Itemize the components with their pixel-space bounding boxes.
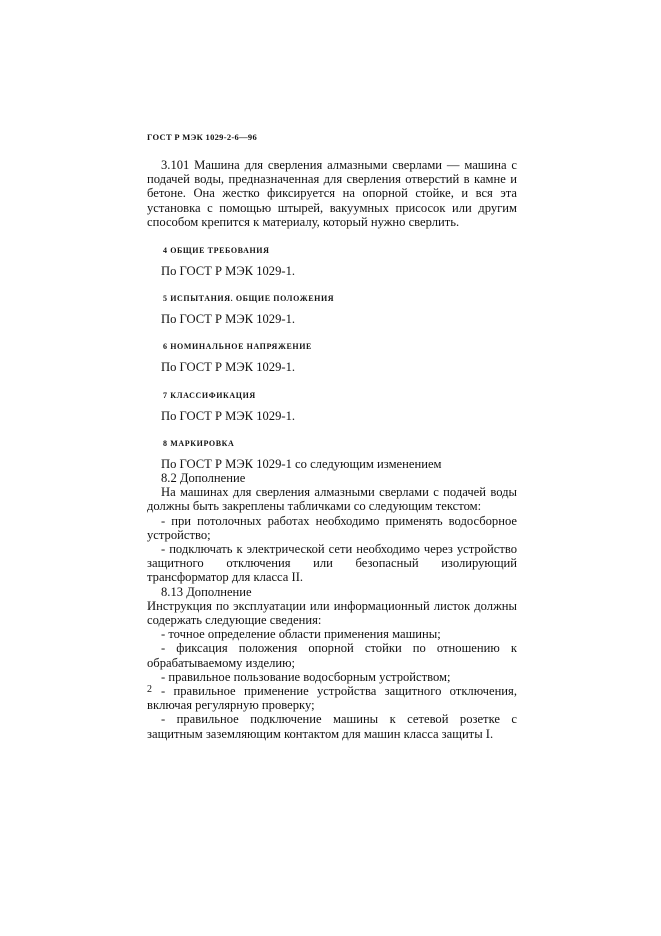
list-item: - при потолочных работах необходимо применять водосборное устройство; (147, 513, 517, 542)
section-7-title: 7 КЛАССИФИКАЦИЯ (163, 390, 256, 400)
section-6-body: По ГОСТ Р МЭК 1029-1. (161, 360, 296, 375)
section-8-title: 8 МАРКИРОВКА (163, 438, 235, 448)
section-5-body: По ГОСТ Р МЭК 1029-1. (161, 312, 296, 327)
definition-3-101: 3.101 Машина для сверления алмазными сверлами — машина с подачей воды, предназначенная для сверления отверстий в камне и бетоне. Она жестко фиксируется на опорной стойке, и вся эта установка с помощью штырей, вакуумных присосок или другим способом крепится к материалу, который нужно сверлить. (147, 158, 517, 229)
subsection-8-13-text: Инструкция по эксплуатации или информационный листок должны содержать следующие сведения: (147, 598, 517, 628)
section-7-body: По ГОСТ Р МЭК 1029-1. (161, 408, 296, 423)
page-number: 2 (147, 684, 152, 695)
section-5-title: 5 ИСПЫТАНИЯ. ОБЩИЕ ПОЛОЖЕНИЯ (163, 294, 335, 304)
section-8-body: По ГОСТ Р МЭК 1029-1 со следующим изменением (161, 456, 442, 471)
subsection-8-2-title: 8.2 Дополнение (161, 471, 246, 486)
list-item: - фиксация положения опорной стойки по отношению к обрабатываемому изделию; (147, 641, 517, 670)
section-6-title: 6 НОМИНАЛЬНОЕ НАПРЯЖЕНИЕ (163, 342, 312, 352)
document-header: ГОСТ Р МЭК 1029-2-6—96 (147, 132, 257, 142)
subsection-8-13-title: 8.13 Дополнение (161, 584, 252, 599)
list-item: - подключать к электрической сети необходимо через устройство защитного отключения или безопасный изолирующий трансформатор для класса II. (147, 542, 517, 585)
list-item: - правильное подключение машины к сетевой розетке с защитным заземляющим контактом для машин класса защиты I. (147, 712, 517, 741)
list-item: - правильное пользование водосборным устройством; (161, 669, 451, 684)
subsection-8-2-text: На машинах для сверления алмазными сверлами с подачей воды должны быть закреплены табличками со следующим текстом: (147, 485, 517, 514)
list-item: - правильное применение устройства защитного отключения, включая регулярную проверку; (147, 684, 517, 713)
section-4-title: 4 ОБЩИЕ ТРЕБОВАНИЯ (163, 246, 270, 256)
list-item: - точное определение области применения машины; (161, 627, 441, 642)
document-page (147, 132, 517, 741)
section-4-body: По ГОСТ Р МЭК 1029-1. (161, 264, 296, 279)
